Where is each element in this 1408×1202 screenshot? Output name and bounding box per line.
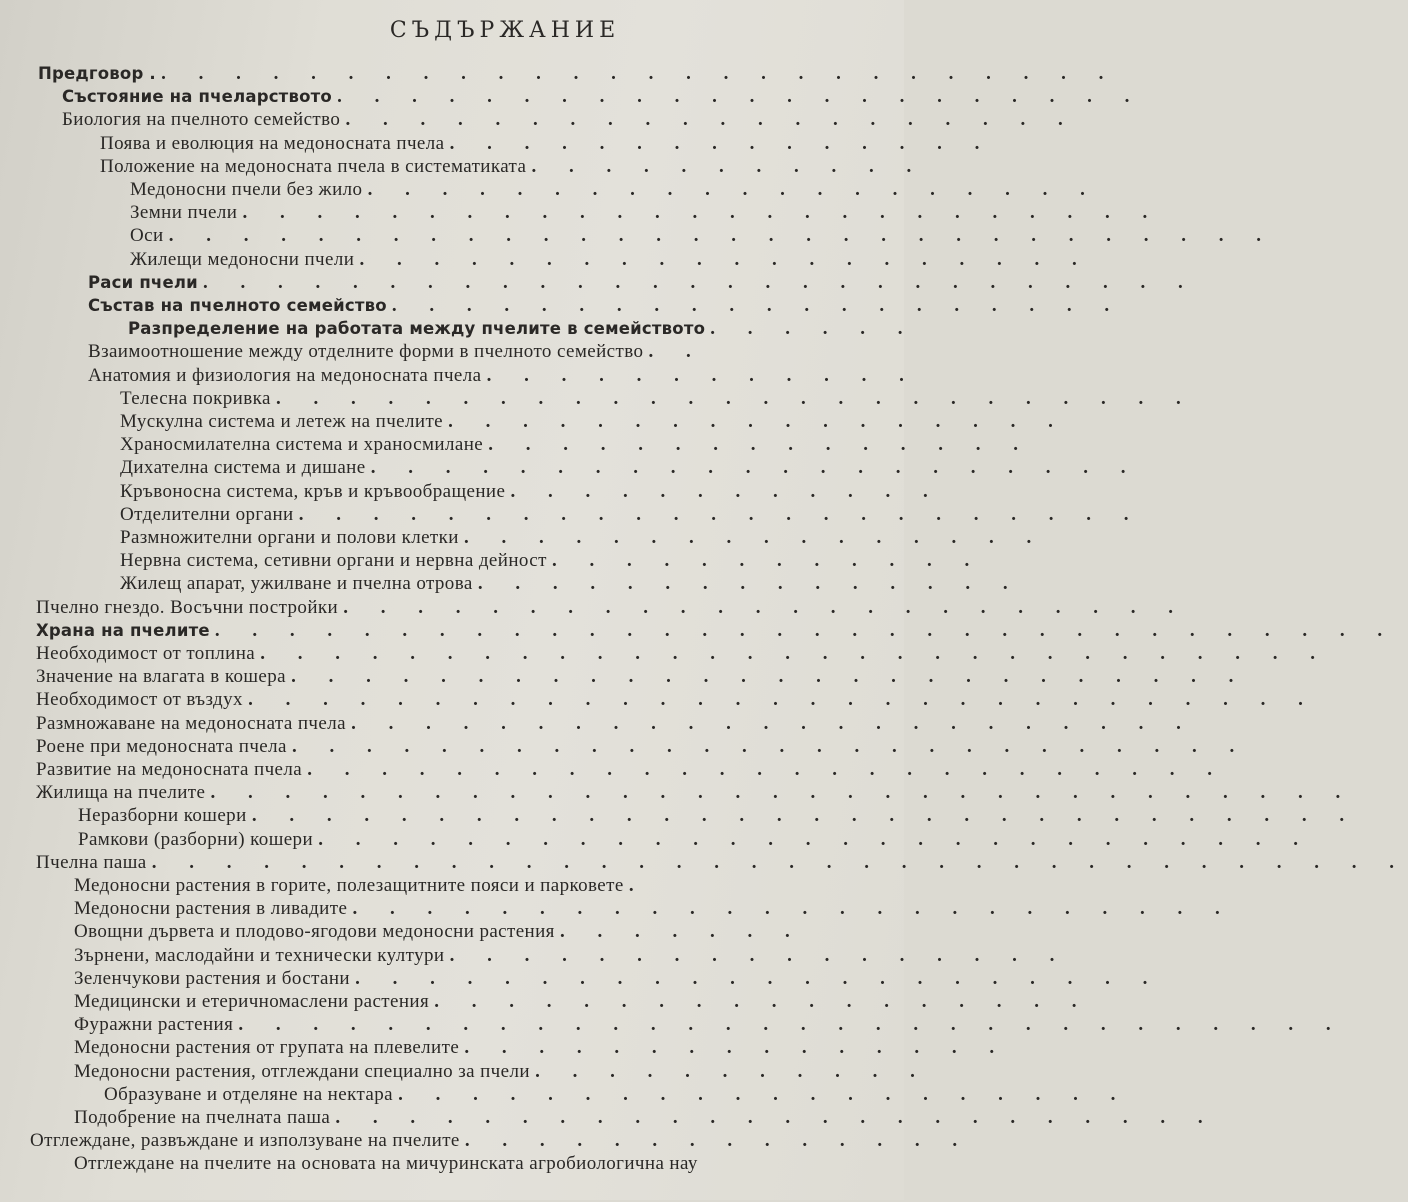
toc-entry — [120, 572, 1022, 596]
toc-leader-dots: . . . . . . . . . . . . . . . . . . . . . . . . . . — [292, 736, 1249, 757]
toc-leader-dots: . . . . . . . . . . . . . . . . . . . . . . . . . . — [161, 63, 1118, 84]
toc-entry — [74, 1013, 1345, 1037]
toc-entry-title: Отглеждане на пчелите на основата на мичуринската агробиологична нау — [74, 1153, 698, 1174]
watermark-logo — [0, 990, 40, 1150]
toc-entry-title: Отделителни органи — [120, 504, 294, 525]
toc-entry — [120, 503, 1143, 527]
toc-entry — [120, 480, 942, 504]
toc-entry — [104, 1083, 1130, 1107]
toc-entry — [62, 85, 1144, 109]
toc-leader-dots: . . . . . . . . . . . . . . . . . . — [434, 991, 1091, 1012]
toc-leader-dots: . . . . . . . . . . . . . . . . . . . . . . . . . . . . . . . . — [214, 620, 1397, 641]
toc-entry-title: Образуване и отделяне на нектара — [104, 1084, 393, 1105]
toc-leader-dots: . . . . . . . . . . . . . . . . . . . . . . — [355, 968, 1162, 989]
toc-entry-title: Дихателна система и дишане — [120, 457, 366, 478]
toc-entry-title: Медоносни растения от групата на плевелите — [74, 1037, 460, 1058]
toc-entry — [74, 944, 1069, 968]
toc-leader-dots: . . . . . . . . . . . . . . . . . . . . . . . . — [335, 1107, 1217, 1128]
toc-leader-dots: . . . . . . . . . . . . . . . . . . . . . . . . . . . . . — [248, 689, 1317, 710]
toc-entry-title: Състояние на пчеларството — [62, 87, 332, 106]
toc-entry — [120, 433, 1032, 457]
toc-entry — [78, 804, 1359, 828]
toc-entry-title: Зърнени, маслодайни и технически култури — [74, 945, 445, 966]
toc-leader-dots: . . . . . . . . . . . . . . . . . . . . . . . . . . . . . . — [251, 805, 1359, 826]
toc-leader-dots: . . . . . . . . . . . . . . . . . — [448, 411, 1067, 432]
toc-entry-title: Взаимоотношение между отделните форми в пчелното семейство — [88, 341, 644, 362]
toc-entry-title: Необходимост от въздух — [36, 689, 243, 710]
toc-entry — [38, 62, 1118, 86]
toc-entry — [36, 642, 1330, 666]
toc-entry — [30, 1129, 972, 1153]
toc-entry-title: Медоносни растения, отглеждани специално за пчели — [74, 1061, 530, 1082]
toc-leader-dots: . . . . . . . . . . . . . . . . . . . . — [398, 1084, 1130, 1105]
toc-entry-title: Зеленчукови растения и бостани — [74, 968, 350, 989]
toc-leader-dots: . . . . . . . . . . . . . . . . . . . . . . . — [351, 713, 1195, 734]
toc-entry-title: Подобрение на пчелната паша — [74, 1107, 331, 1128]
toc-entry — [130, 201, 1162, 225]
toc-entry — [74, 920, 904, 944]
toc-leader-dots: . . . . . . . . . . . . . . . — [464, 1037, 1009, 1058]
toc-entry-title: Размножителни органи и полови клетки — [120, 527, 459, 548]
toc-leader-dots: . . . . . . . . . . . . . . . . . . . . . . . . . . . . . . . — [210, 782, 1355, 803]
toc-leader-dots: . . . . . . . . . . . . . . . . . . . . . . . . . — [307, 759, 1227, 780]
toc-entry-title: Размножаване на медоносната пчела — [36, 713, 346, 734]
toc-leader-dots: . . . . . . . . . . . . . . . . . . . . . . . — [298, 504, 1143, 525]
toc-entry — [128, 317, 917, 341]
toc-leader-dots: . . . . . . . . . . . — [531, 156, 926, 177]
toc-entry — [100, 155, 926, 179]
toc-leader-dots: . . . . . . . . . . . . . . . . . . . . . — [370, 457, 1140, 478]
toc-entry — [36, 735, 1249, 759]
toc-entry-title: Храносмилателна система и храносмилане — [120, 434, 484, 455]
toc-leader-dots: . . . . . . . . . . . . . . . — [477, 573, 1022, 594]
toc-leader-dots: . . . . . . . . . . . . . . . . . . . . . . . . . . . . . . — [168, 225, 1275, 246]
toc-entry-title: Рамкови (разборни) кошери — [78, 829, 314, 850]
toc-entry — [88, 340, 904, 364]
toc-entry — [74, 967, 1162, 991]
toc-entry-title: Земни пчели — [130, 202, 238, 223]
toc-entry — [36, 688, 1317, 712]
toc-leader-dots: . . . . . . . . . . . . . . . . . . . . . . . . — [352, 898, 1234, 919]
toc-leader-dots: . . . . . . . . . . . . . . . . . . . . . . — [337, 86, 1144, 107]
toc-entry — [78, 828, 1312, 852]
toc-entry-title: Медоносни растения в горите, полезащитните пояси и парковете — [74, 875, 624, 896]
toc-entry — [36, 712, 1195, 736]
toc-leader-dots: . . . . . . . . . . . . . . . . . . . . . . . . . — [275, 388, 1195, 409]
toc-entry-title: Отглеждане, развъждане и използуване на пчелите — [30, 1130, 460, 1151]
toc-entry-title: Предговор . — [38, 64, 156, 83]
toc-entry — [120, 456, 1140, 480]
toc-entry — [120, 526, 1046, 550]
toc-entry — [74, 1106, 1217, 1130]
toc-entry — [74, 897, 1234, 921]
toc-entry-title: Роене при медоносната пчела — [36, 736, 287, 757]
toc-entry — [36, 596, 1187, 620]
toc-entry-title: Овощни дървета и плодово-ягодови медоносни растения — [74, 921, 555, 942]
toc-entry — [100, 132, 994, 156]
toc-entry-title: Кръвоносна система, кръв и кръвообращение — [120, 481, 506, 502]
toc-leader-dots: . . . . . . . . . . . . . . . . . . . . — [367, 179, 1099, 200]
toc-entry — [130, 224, 1275, 248]
toc-entry — [120, 410, 1067, 434]
toc-leader-dots: . . . . . . . . . . . . . . — [464, 1130, 972, 1151]
toc-leader-dots: . . . . . . . . . . . . . . . . . . . . . . . . . . . . . . — [238, 1014, 1345, 1035]
toc-leader-dots: . . . . . . . . . . . . . . . . . . . . — [391, 295, 1124, 316]
toc-entry-title: Оси — [130, 225, 164, 246]
toc-leader-dots: . . . . . . . . . . . . — [510, 481, 942, 502]
toc-leader-dots: . . . . . . . . . . . . . . . . . . . . . . . . . . . . . — [260, 643, 1330, 664]
toc-leader-dots: . . . . . . . — [559, 921, 804, 942]
toc-leader-dots: . . . . . . . . . . . — [535, 1061, 929, 1082]
toc-entry-title: Биология на пчелното семейство — [62, 109, 341, 130]
toc-leader-dots: . . . . . . . . . . . . . . . — [488, 434, 1032, 455]
toc-entry-title: Анатомия и физиология на медоносната пчела — [88, 365, 482, 386]
toc-entry — [36, 781, 1355, 805]
toc-entry-title: Медицински и етеричномаслени растения — [74, 991, 430, 1012]
toc-leader-dots: . . . . . . — [710, 318, 917, 339]
toc-leader-dots: . . . . . . . . . . . . — [486, 365, 918, 386]
toc-entry — [88, 294, 1124, 318]
toc-leader-dots: . . . . . . . . . . . . . . . . . . . . . . . . . . . — [318, 829, 1312, 850]
toc-leader-dots: . . . . . . . . . . . . . . . . — [463, 527, 1046, 548]
toc-entry-title: Жилещ апарат, ужилване и пчелна отрова — [120, 573, 473, 594]
toc-entry — [120, 387, 1195, 411]
toc-entry — [130, 178, 1099, 202]
toc-entry-title: Разпределение на работата между пчелите в семейството — [128, 319, 706, 338]
toc-entry-title: Състав на пчелното семейство — [88, 296, 387, 315]
toc-leader-dots: . . . . . . . . . . . . . . . . . . . . — [345, 109, 1077, 130]
toc-entry — [36, 758, 1227, 782]
toc-entry-title: Жилещи медоносни пчели — [130, 249, 355, 270]
toc-entry — [88, 364, 918, 388]
page-title: СЪДЪРЖАНИЕ — [389, 18, 621, 43]
toc-entry — [36, 851, 1408, 875]
toc-entry-title: Жилища на пчелите — [36, 782, 206, 803]
toc-entry-title: Храна на пчелите — [36, 621, 210, 640]
toc-entry — [130, 248, 1091, 272]
toc-leader-dots: . . . . . . . . . . . . . . . . . . . . . . . . . . . — [203, 272, 1197, 293]
toc-entry-title: Развитие на медоносната пчела — [36, 759, 303, 780]
toc-leader-dots: . . . . . . . . . . . . . . . — [449, 133, 994, 154]
toc-leader-dots: . . — [648, 341, 705, 362]
toc-entry-title: Фуражни растения — [74, 1014, 234, 1035]
toc-leader-dots: . . . . . . . . . . . . . . . . . . . . . . . . . . — [291, 666, 1248, 687]
toc-entry-title: Поява и еволюция на медоносната пчела — [100, 133, 445, 154]
toc-entry — [74, 1060, 929, 1084]
toc-entry — [62, 108, 1077, 132]
toc-leader-dots: . . . . . . . . . . . . — [551, 550, 984, 571]
toc-entry — [74, 990, 1091, 1014]
toc-entry-title: Значение на влагата в кошера — [36, 666, 286, 687]
toc-leader-dots: . . . . . . . . . . . . . . . . . . . . . . . . . — [242, 202, 1162, 223]
table-of-contents — [0, 62, 1408, 1202]
toc-entry-title: Пчелно гнездо. Восъчни постройки — [36, 597, 339, 618]
toc-entry-title: Раси пчели — [88, 273, 198, 292]
toc-entry-title: Телесна покривка — [120, 388, 271, 409]
toc-entry-title: Положение на медоносната пчела в систематиката — [100, 156, 527, 177]
toc-entry — [36, 665, 1248, 689]
toc-leader-dots: . . . . . . . . . . . . . . . . . . . . . . . — [343, 597, 1187, 618]
toc-leader-dots: . — [628, 875, 648, 896]
toc-entry-title: Медоносни растения в ливадите — [74, 898, 348, 919]
toc-entry — [36, 619, 1397, 643]
toc-entry — [88, 271, 1197, 295]
toc-leader-dots: . . . . . . . . . . . . . . . . . . . . . . . . . . . . . . . . . . — [151, 852, 1408, 873]
toc-entry-title: Неразборни кошери — [78, 805, 247, 826]
toc-entry-title: Мускулна система и летеж на пчелите — [120, 411, 444, 432]
toc-entry-title: Нервна система, сетивни органи и нервна дейност — [120, 550, 547, 571]
toc-entry — [74, 1152, 904, 1176]
toc-leader-dots: . . . . . . . . . . . . . . . . . — [449, 945, 1069, 966]
toc-entry — [74, 1036, 1009, 1060]
toc-entry — [120, 549, 984, 573]
toc-entry — [74, 874, 904, 898]
toc-entry-title: Необходимост от топлина — [36, 643, 256, 664]
toc-entry-title: Пчелна паша — [36, 852, 147, 873]
toc-entry-title: Медоносни пчели без жило — [130, 179, 363, 200]
toc-leader-dots: . . . . . . . . . . . . . . . . . . . . — [359, 249, 1091, 270]
